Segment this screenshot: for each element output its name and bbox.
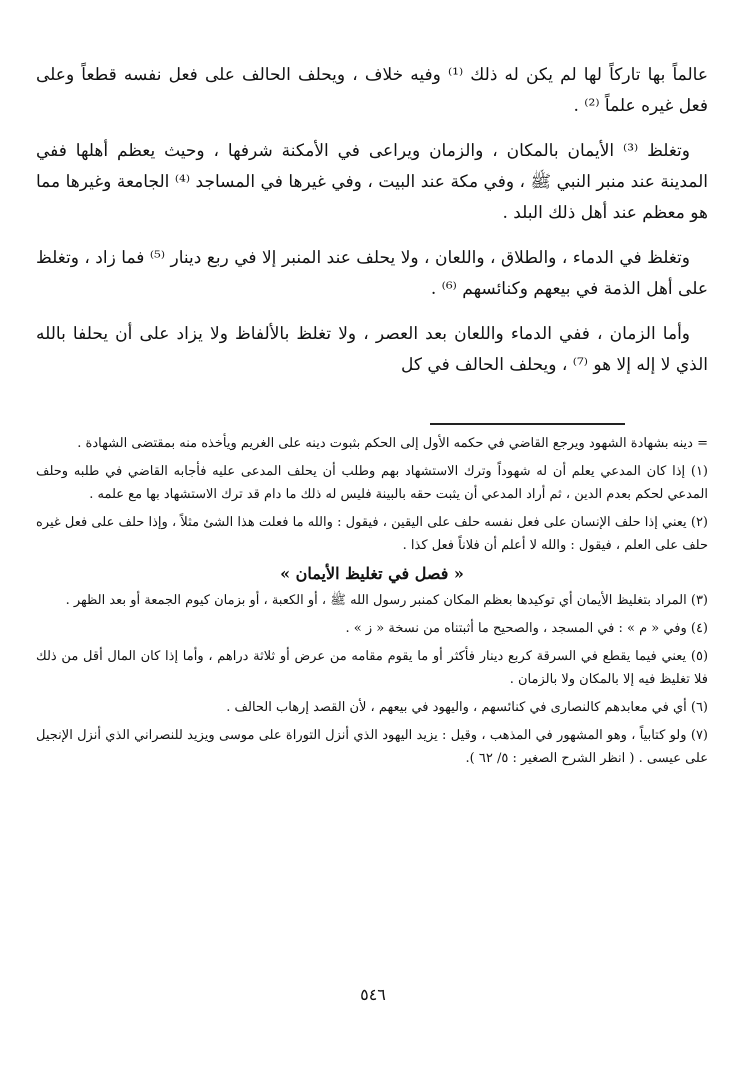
main-paragraph-1: عالماً بها تاركاً لها لم يكن له ذلك ⁽¹⁾ وفيه خلاف ، ويحلف الحالف على فعل نفسه قطعاً وعلى فعل غيره علماً ⁽²⁾ . [36, 65, 708, 116]
footnote-7: (٧) ولو كتابياً ، وهو المشهور في المذهب ، وقيل : يزيد اليهود الذي أنزل التوراة على موسى ويزيد للنصراني الذي أنزل الإنجيل على عيسى . ( انظر الشرح الصغير : ٥/ ٦٢ ). [36, 728, 708, 766]
footnotes [36, 432, 708, 775]
footnote-6: (٦) أي في معابدهم كالنصارى في كنائسهم ، واليهود في بيعهم ، لأن القصد إرهاب الحالف . [226, 700, 708, 715]
main-paragraph-4: وأما الزمان ، ففي الدماء واللعان بعد العصر ، ولا تغلظ بالألفاظ ولا يزاد على أن يحلفا بالله الذي لا إله إلا هو ⁽⁷⁾ ، ويحلف الحالف في كل [36, 324, 708, 375]
main-paragraph-2: وتغلظ ⁽³⁾ الأيمان بالمكان ، والزمان ويراعى في الأمكنة شرفها ، وحيث يعظم أهلها ففي المدينة عند منبر النبي ﷺ ، وفي مكة عند البيت ، وفي غيرها في المساجد ⁽⁴⁾ الجامعة وغيرها مما هو معظم عند أهل ذلك البلد . [36, 141, 708, 223]
footnote-continuation: = دينه بشهادة الشهود ويرجع القاضي في حكمه الأول إلى الحكم بثبوت دينه على الغريم ويأخذه منه بمقتضى الشهادة . [77, 436, 708, 451]
footnote-1: (١) إذا كان المدعي يعلم أن له شهوداً وترك الاستشهاد بهم وطلب أن يحلف المدعى عليه فأجابه القاضي في طلبه وحلف المدعي لحكم بعدم الدين ، ثم أراد المدعي أن يثبت حقه بالبينة فليس له ذلك ما دام قد ترك الاستشهاد بها مع علمه . [36, 464, 708, 502]
footnote-2: (٢) يعني إذا حلف الإنسان على فعل نفسه حلف على اليقين ، فيقول : والله ما فعلت هذا الشئ مثلاً ، وإذا حلف على فعل غيره حلف على العلم ، فيقول : والله لا أعلم أن فلاناً فعل كذا . [36, 515, 708, 553]
footnote-4: (٤) وفي « م » : في المسجد ، والصحيح ما أثبتناه من نسخة « ز » . [345, 621, 708, 636]
page-number: ٥٤٦ [360, 985, 386, 1004]
section-heading: « فصل في تغليظ الأيمان » [280, 564, 464, 583]
footnote-5: (٥) يعني فيما يقطع في السرقة كربع دينار فأكثر أو ما يقوم مقامه من عرض أو ثلاثة دراهم ، وأما إذا كان المال أقل من ذلك فلا تغليظ فيه إلا بالمكان ولا بالزمان . [36, 649, 709, 687]
main-paragraph-3: وتغلظ في الدماء ، والطلاق ، واللعان ، ولا يحلف عند المنبر إلا في ربع دينار ⁽⁵⁾ فما زاد ، وتغلظ على أهل الذمة في بيعهم وكنائسهم ⁽⁶⁾ . [36, 248, 708, 299]
main-text [36, 60, 708, 395]
footnote-3: (٣) المراد بتغليظ الأيمان أي توكيدها بعظم المكان كمنبر رسول الله ﷺ ، أو الكعبة ، أو بزمان كيوم الجمعة أو بعد الظهر . [65, 593, 708, 608]
footnote-separator [430, 423, 625, 425]
